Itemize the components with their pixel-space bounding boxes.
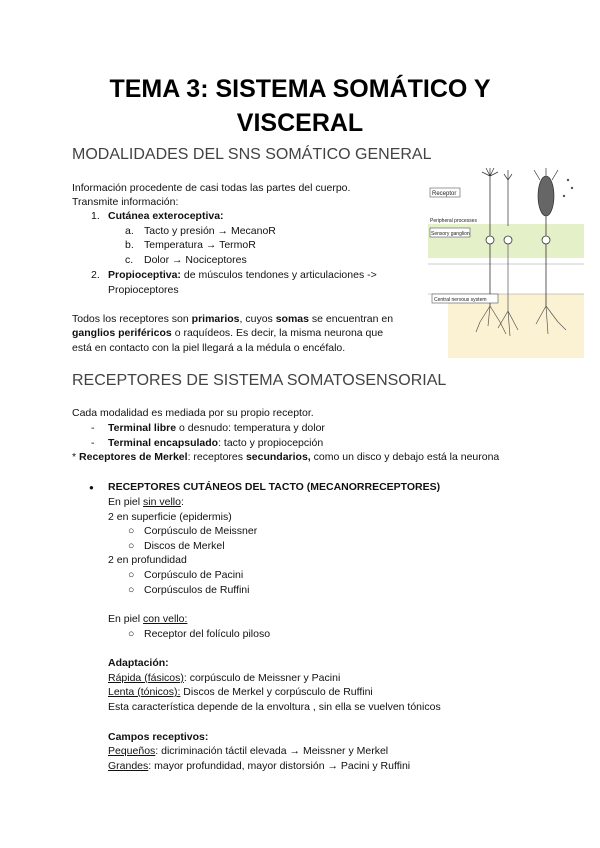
list-item-2 xyxy=(91,268,377,282)
con-vello-line xyxy=(108,612,187,626)
circle-marker: ○ xyxy=(128,584,135,596)
list-number: 2. xyxy=(91,269,100,281)
circle-marker: ○ xyxy=(128,540,135,552)
circle-marker: ○ xyxy=(128,525,135,537)
dash-item-1 xyxy=(91,421,325,435)
sub-item-text: Temperatura → TermoR xyxy=(144,239,256,251)
pequenos-underlined: Pequeños xyxy=(108,745,156,757)
circle-item-text: Corpúsculo de Meissner xyxy=(144,525,258,537)
para-text: , cuyos xyxy=(239,313,276,325)
list-item-1 xyxy=(91,209,224,223)
label-peripheral: Peripheral processes xyxy=(430,218,477,224)
adaptacion-nota: Esta característica depende de la envoltura , sin ella se vuelven tónicos xyxy=(108,701,441,713)
label-central: Central nervous system xyxy=(434,297,487,303)
circle-item xyxy=(128,568,243,582)
circle-marker: ○ xyxy=(128,628,135,640)
para-bold-ganglios: ganglios periféricos xyxy=(72,327,172,339)
item-2-label: Propioceptiva: xyxy=(108,269,181,281)
note-bold-secundarios: secundarios, xyxy=(245,451,311,463)
campos-heading xyxy=(108,730,208,744)
list-item-2-cont: Propioceptores xyxy=(108,284,179,296)
section2-intro: Cada modalidad es mediada por su propio receptor. xyxy=(72,407,314,419)
pequenos-text: : dicriminación táctil elevada → Meissner y Merkel xyxy=(155,745,389,757)
label-ganglion: Sensory ganglion xyxy=(431,231,470,237)
dash-text: o desnudo: temperatura y dolor xyxy=(176,422,325,434)
circle-marker: ○ xyxy=(128,569,135,581)
neuron-diagram xyxy=(428,166,584,358)
bullet-text: RECEPTORES CUTÁNEOS DEL TACTO (MECANORRECEPTORES) xyxy=(108,481,441,493)
dash-bold: Terminal encapsulado xyxy=(108,437,219,449)
list-number: 1. xyxy=(91,210,100,222)
bullet-marker: ● xyxy=(89,483,94,492)
circle-item-text: Receptor del folículo piloso xyxy=(144,628,271,640)
note-text: : receptores xyxy=(187,451,246,463)
con-vello-prefix: En piel xyxy=(108,613,144,625)
con-vello-underlined: con vello: xyxy=(143,613,188,625)
circle-item-text: Discos de Merkel xyxy=(144,540,225,552)
campos-grandes xyxy=(108,759,410,773)
sub-item-a xyxy=(125,224,276,238)
para-bold-somas: somas xyxy=(275,313,309,325)
circle-item xyxy=(128,583,249,597)
circle-item-text: Corpúsculos de Ruffini xyxy=(144,584,250,596)
item-2-text: de músculos tendones y articulaciones -> xyxy=(180,269,377,281)
adaptacion-heading xyxy=(108,656,169,670)
circle-item xyxy=(128,524,257,538)
adaptacion-title: Adaptación: xyxy=(108,657,169,669)
sin-vello-suffix: : xyxy=(180,496,184,508)
para-text: Todos los receptores son xyxy=(72,313,192,325)
dash-marker: - xyxy=(91,437,95,449)
sub-item-c xyxy=(125,253,247,267)
campos-title: Campos receptivos: xyxy=(108,731,209,743)
title-line-2: VISCERAL xyxy=(236,109,364,137)
paragraph-line-1 xyxy=(72,312,393,326)
campos-pequenos xyxy=(108,744,388,758)
sub-item-b xyxy=(125,238,256,252)
sensory-neuron-figure xyxy=(428,166,584,358)
note-text: como un disco y debajo está la neurona xyxy=(310,451,500,463)
adaptacion-rapida xyxy=(108,671,340,685)
note-bold-merkel: Receptores de Merkel xyxy=(79,451,188,463)
rapida-text: : corpúsculo de Meissner y Pacini xyxy=(183,672,341,684)
section-heading-receptores: RECEPTORES DE SISTEMA SOMATOSENSORIAL xyxy=(72,372,447,389)
sub-marker: a. xyxy=(125,225,134,237)
paragraph-line-2 xyxy=(72,326,383,340)
note-prefix: * xyxy=(72,451,80,463)
circle-item xyxy=(128,627,270,641)
sub-item-text: Tacto y presión → MecanoR xyxy=(144,225,276,237)
para-text: o raquídeos. Es decir, la misma neurona que xyxy=(171,327,384,339)
adaptacion-lenta xyxy=(108,685,373,699)
para-bold-primarios: primarios xyxy=(191,313,240,325)
circle-item xyxy=(128,539,225,553)
sub-marker: b. xyxy=(125,239,134,251)
dash-bold: Terminal libre xyxy=(108,422,177,434)
section-heading-modalidades: MODALIDADES DEL SNS SOMÁTICO GENERAL xyxy=(72,146,432,163)
grandes-text: : mayor profundidad, mayor distorsión → Pacini y Ruffini xyxy=(148,760,411,772)
rapida-underlined: Rápida (fásicos) xyxy=(108,672,184,684)
lenta-text: Discos de Merkel y corpúsculo de Ruffini xyxy=(180,686,373,698)
paragraph-line-3: está en contacto con la piel llegará a la médula o encéfalo. xyxy=(72,342,346,354)
label-receptor: Receptor xyxy=(432,191,457,197)
superficie-line: 2 en superficie (epidermis) xyxy=(108,511,232,523)
sub-item-text: Dolor → Nociceptores xyxy=(144,254,247,266)
para-text: se encuentran en xyxy=(308,313,394,325)
bullet-heading xyxy=(89,480,440,495)
dash-item-2 xyxy=(91,436,323,450)
sin-vello-line xyxy=(108,495,184,509)
merkel-note xyxy=(72,450,499,464)
circle-item-text: Corpúsculo de Pacini xyxy=(144,569,244,581)
sin-vello-prefix: En piel xyxy=(108,496,144,508)
profundidad-line: 2 en profundidad xyxy=(108,554,187,566)
grandes-underlined: Grandes xyxy=(108,760,149,772)
title-line-1: TEMA 3: SISTEMA SOMÁTICO Y xyxy=(109,75,491,103)
intro-line-2: Transmite información: xyxy=(72,196,179,208)
intro-line-1: Información procedente de casi todas las partes del cuerpo. xyxy=(72,182,351,194)
sin-vello-underlined: sin vello xyxy=(143,496,181,508)
lenta-underlined: Lenta (tónicos): xyxy=(108,686,181,698)
dash-marker: - xyxy=(91,422,95,434)
item-1-label: Cutánea exteroceptiva: xyxy=(108,210,224,222)
dash-text: : tacto y propiocepción xyxy=(218,437,324,449)
sub-marker: c. xyxy=(125,254,134,266)
